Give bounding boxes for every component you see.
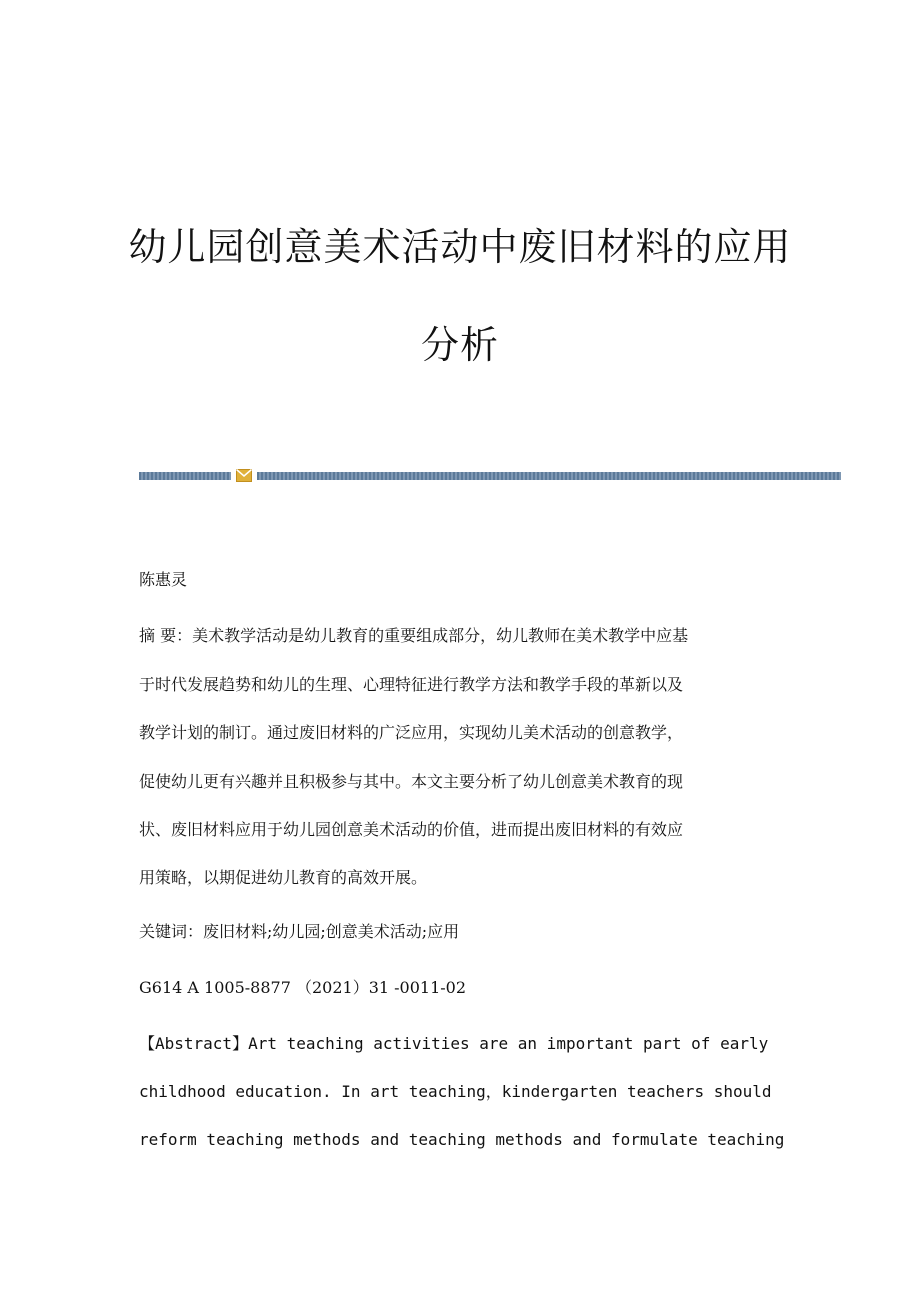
abstract-cn-line: 教学计划的制订。通过废旧材料的广泛应用，实现幼儿美术活动的创意教学， bbox=[139, 723, 684, 742]
abstract-cn-line: 状、废旧材料应用于幼儿园创意美术活动的价值，进而提出废旧材料的有效应 bbox=[139, 820, 684, 839]
abstract-en-line: 【Abstract】Art teaching activities are an important part of early bbox=[139, 1034, 769, 1053]
abstract-cn-line: 促使幼儿更有兴趣并且积极参与其中。本文主要分析了幼儿创意美术教育的现 bbox=[139, 772, 684, 791]
abstract-en-line: childhood education. In art teaching，kindergarten teachers should bbox=[139, 1082, 772, 1101]
abstract-en-line: reform teaching methods and teaching methods and formulate teaching bbox=[139, 1130, 785, 1149]
page-title-line-1: 幼儿园创意美术活动中废旧材料的应用 bbox=[128, 225, 792, 269]
envelope-icon bbox=[236, 469, 252, 482]
abstract-cn-line: 用策略，以期促进幼儿教育的高效开展。 bbox=[139, 868, 428, 887]
title-divider-right bbox=[257, 472, 841, 480]
page-title-line-2: 分析 bbox=[420, 323, 499, 367]
title-divider-left bbox=[139, 472, 231, 480]
classification-code: G614 A 1005-8877 （2021）31 -0011-02 bbox=[139, 978, 467, 997]
abstract-cn-line: 于时代发展趋势和幼儿的生理、心理特征进行教学方法和教学手段的革新以及 bbox=[139, 675, 684, 694]
author-name: 陈惠灵 bbox=[139, 570, 188, 589]
abstract-cn-line: 摘 要：美术教学活动是幼儿教育的重要组成部分，幼儿教师在美术教学中应基 bbox=[139, 626, 689, 645]
keywords: 关键词：废旧材料;幼儿园;创意美术活动;应用 bbox=[139, 922, 460, 941]
